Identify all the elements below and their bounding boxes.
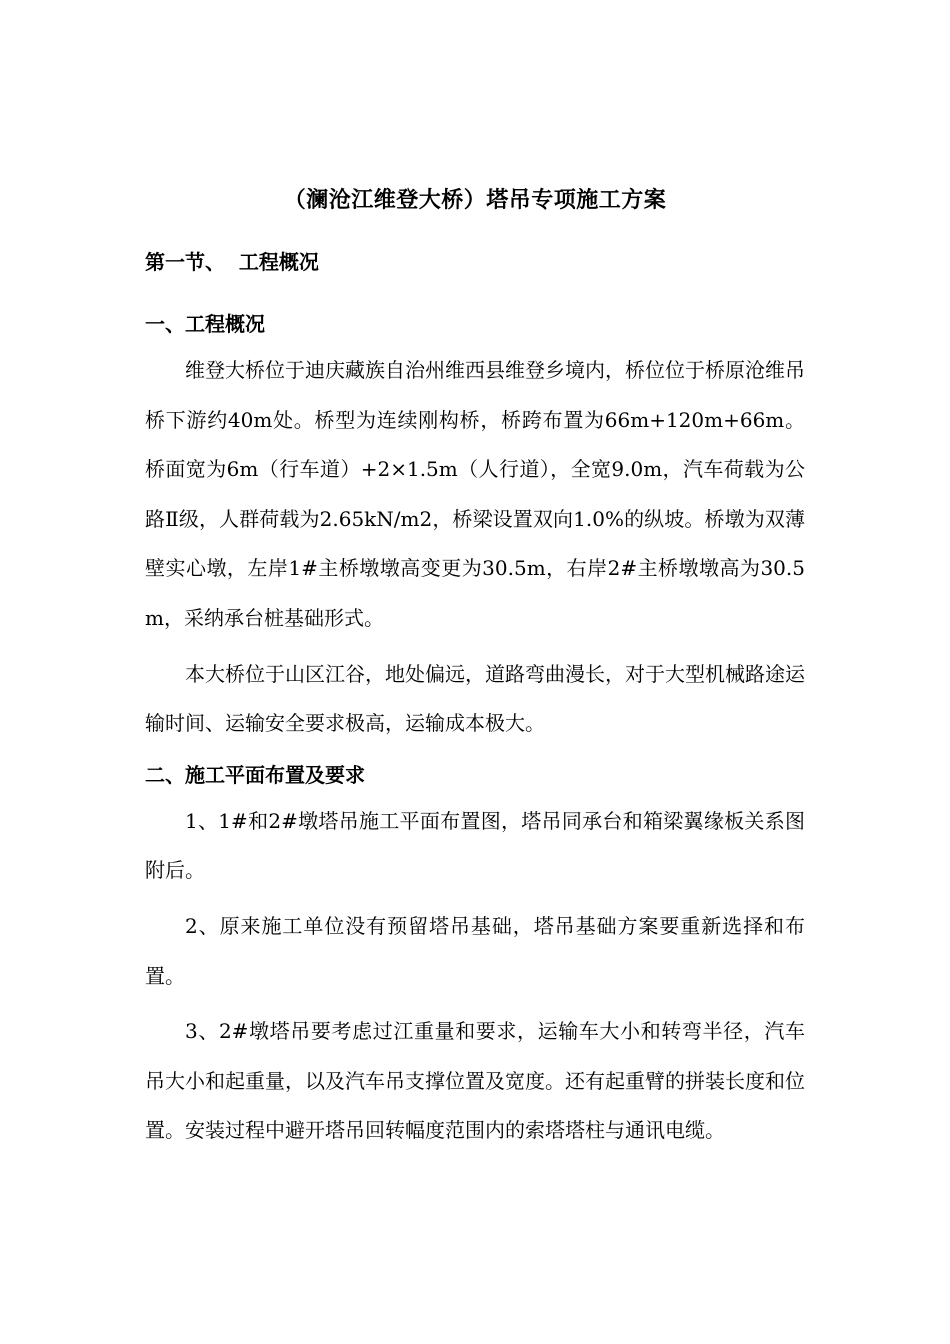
paragraph-layout-item-3: 3、2#墩塔吊要考虑过江重量和要求，运输车大小和转弯半径，汽车吊大小和起重量，以及汽车吊支撑位置及宽度。还有起重臂的拼装长度和位置。安装过程中避开塔吊回转幅度范围内的索塔塔柱与通讯电缆。 — [145, 1019, 805, 1143]
subsection-heading-overview: 一、工程概况 — [145, 312, 265, 336]
paragraph-site-conditions: 本大桥位于山区江谷，地处偏远，道路弯曲漫长，对于大型机械路途运输时间、运输安全要求极高，运输成本极大。 — [145, 661, 805, 736]
document-title: （澜沧江维登大桥）塔吊专项施工方案 — [283, 187, 667, 213]
subsection-heading-layout: 二、施工平面布置及要求 — [145, 762, 365, 787]
paragraph-layout-item-2: 2、原来施工单位没有预留塔吊基础，塔吊基础方案要重新选择和布置。 — [145, 913, 805, 988]
section-heading: 第一节、 工程概况 — [145, 250, 319, 274]
paragraph-layout-item-1: 1、1#和2#墩塔吊施工平面布置图，塔吊同承台和箱梁翼缘板关系图附后。 — [145, 808, 805, 883]
document-body — [145, 180, 805, 1158]
paragraph-bridge-description: 维登大桥位于迪庆藏族自治州维西县维登乡境内，桥位位于桥原沧维吊桥下游约40m处。桥型为连续刚构桥，桥跨布置为66m+120m+66m。桥面宽为6m（行车道）+2×1.5m（人行道），全宽9.0m，汽车荷载为公路Ⅱ级，人群荷载为2.65kN/m2，桥梁设置双向1.0%的纵坡。桥墩为双薄壁实心墩，左岸1#主桥墩墩高变更为30.5m，右岸2#主桥墩墩高为30.5m，采纳承台桩基础形式。 — [145, 358, 805, 630]
